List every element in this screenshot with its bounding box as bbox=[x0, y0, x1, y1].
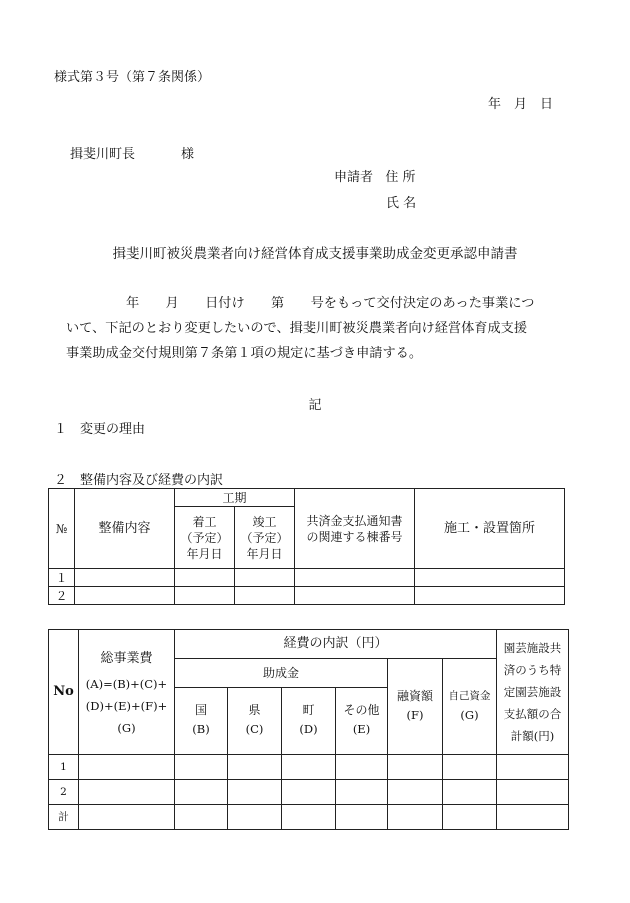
other-label: その他 bbox=[343, 703, 380, 717]
header-other bbox=[336, 688, 388, 755]
header-no: No bbox=[49, 630, 79, 755]
mutual-line-2: の関連する棟番号 bbox=[306, 529, 403, 544]
table-cell[interactable] bbox=[388, 805, 443, 830]
table-cell[interactable] bbox=[79, 755, 175, 780]
table-cell[interactable] bbox=[235, 587, 295, 605]
table-cell[interactable] bbox=[415, 587, 565, 605]
table-cell[interactable] bbox=[282, 780, 336, 805]
header-total bbox=[79, 630, 175, 755]
header-start bbox=[175, 507, 235, 569]
header-horticulture bbox=[497, 630, 569, 755]
section-1-heading: １ 変更の理由 bbox=[54, 422, 146, 437]
table-cell[interactable] bbox=[228, 805, 282, 830]
table-cell[interactable] bbox=[295, 587, 415, 605]
header-breakdown: 経費の内訳（円） bbox=[175, 630, 497, 659]
horticulture-line-2: 済のうち特 bbox=[503, 663, 562, 677]
table-cell[interactable] bbox=[497, 755, 569, 780]
row-number: 2 bbox=[49, 780, 79, 805]
body-line-2: いて、下記のとおり変更したいので、揖斐川町被災農業者向け経営体育成支援 bbox=[66, 321, 528, 336]
table-cell[interactable] bbox=[497, 805, 569, 830]
horticulture-line-4: 支払額の合 bbox=[503, 707, 562, 721]
header-content: 整備内容 bbox=[75, 489, 175, 569]
body-line-1: 年 月 日付け 第 号をもって交付決定のあった事業につ bbox=[126, 296, 535, 311]
row-number: １ bbox=[49, 569, 75, 587]
table-cell[interactable] bbox=[443, 780, 497, 805]
total-line-2: (A)=(B)+(C)+ bbox=[85, 677, 168, 691]
horticulture-line-5: 計額(円) bbox=[510, 729, 555, 743]
expense-table bbox=[48, 629, 569, 830]
own-label: 自己資金 bbox=[448, 689, 491, 702]
form-number: 様式第３号（第７条関係） bbox=[54, 70, 211, 85]
loan-label: 融資額 bbox=[396, 688, 433, 703]
table-cell[interactable] bbox=[336, 805, 388, 830]
date-line: 年 月 日 bbox=[488, 97, 554, 112]
table-cell[interactable] bbox=[388, 755, 443, 780]
table-cell[interactable] bbox=[336, 755, 388, 780]
header-loan bbox=[388, 659, 443, 755]
address-label: 住 所 bbox=[385, 170, 416, 185]
table-cell[interactable] bbox=[282, 755, 336, 780]
table-cell[interactable] bbox=[75, 569, 175, 587]
horticulture-line-3: 定園芸施設 bbox=[503, 685, 562, 699]
header-national bbox=[175, 688, 228, 755]
start-line-1: 着工 bbox=[192, 514, 217, 529]
mutual-line-1: 共済金支払通知書 bbox=[306, 513, 403, 528]
applicant-label: 申請者 bbox=[334, 170, 374, 185]
horticulture-line-1: 園芸施設共 bbox=[503, 641, 562, 655]
total-line-1: 総事業費 bbox=[100, 651, 153, 666]
header-location: 施工・設置箇所 bbox=[415, 489, 565, 569]
addressee-name: 揖斐川町長 bbox=[70, 147, 136, 162]
section-2-heading: ２ 整備内容及び経費の内訳 bbox=[54, 473, 224, 488]
start-line-3: 年月日 bbox=[186, 546, 223, 561]
national-code: (B) bbox=[192, 722, 210, 736]
own-code: (G) bbox=[460, 707, 479, 722]
town-code: (D) bbox=[299, 722, 318, 736]
table-cell[interactable] bbox=[175, 569, 235, 587]
table-cell[interactable] bbox=[228, 755, 282, 780]
table-cell[interactable] bbox=[282, 805, 336, 830]
table-cell[interactable] bbox=[235, 569, 295, 587]
table-cell[interactable] bbox=[175, 780, 228, 805]
table-cell[interactable] bbox=[175, 805, 228, 830]
national-label: 国 bbox=[194, 703, 207, 717]
table-cell[interactable] bbox=[175, 755, 228, 780]
loan-code: (F) bbox=[406, 707, 424, 722]
table-cell[interactable] bbox=[295, 569, 415, 587]
table-cell[interactable] bbox=[443, 805, 497, 830]
total-line-3: (D)+(E)+(F)+(G) bbox=[85, 699, 168, 735]
header-period: 工期 bbox=[175, 489, 295, 507]
header-end bbox=[235, 507, 295, 569]
header-town bbox=[282, 688, 336, 755]
header-mutual-aid bbox=[295, 489, 415, 569]
table-cell[interactable] bbox=[388, 780, 443, 805]
table-cell[interactable] bbox=[228, 780, 282, 805]
applicant-name-label: 氏 名 bbox=[386, 196, 417, 211]
header-prefecture bbox=[228, 688, 282, 755]
end-line-3: 年月日 bbox=[246, 546, 283, 561]
body-line-3: 事業助成金交付規則第７条第１項の規定に基づき申請する。 bbox=[66, 346, 423, 361]
start-line-2: （予定） bbox=[180, 530, 229, 545]
end-line-2: （予定） bbox=[240, 530, 289, 545]
table-cell[interactable] bbox=[79, 805, 175, 830]
row-number: ２ bbox=[49, 587, 75, 605]
table-cell[interactable] bbox=[79, 780, 175, 805]
table-cell[interactable] bbox=[175, 587, 235, 605]
table-cell[interactable] bbox=[75, 587, 175, 605]
table-cell[interactable] bbox=[443, 755, 497, 780]
other-code: (E) bbox=[352, 722, 371, 736]
prefecture-label: 県 bbox=[248, 703, 261, 717]
end-line-1: 竣工 bbox=[252, 514, 277, 529]
applicant-address-row bbox=[334, 166, 416, 185]
header-no: № bbox=[49, 489, 75, 569]
table-cell[interactable] bbox=[336, 780, 388, 805]
row-number: 1 bbox=[49, 755, 79, 780]
document-title: 揖斐川町被災農業者向け経営体育成支援事業助成金変更承認申請書 bbox=[112, 246, 518, 262]
addressee bbox=[70, 143, 194, 162]
body-text bbox=[66, 291, 581, 366]
addressee-honorific: 様 bbox=[181, 147, 195, 162]
prefecture-code: (C) bbox=[245, 722, 264, 736]
row-total-label: 計 bbox=[49, 805, 79, 830]
maintenance-table bbox=[48, 488, 565, 605]
header-own-funds bbox=[443, 659, 497, 755]
town-label: 町 bbox=[302, 703, 315, 717]
table-cell[interactable] bbox=[415, 569, 565, 587]
header-subsidy: 助成金 bbox=[175, 659, 388, 688]
table-cell[interactable] bbox=[497, 780, 569, 805]
ki-heading: 記 bbox=[308, 398, 322, 413]
